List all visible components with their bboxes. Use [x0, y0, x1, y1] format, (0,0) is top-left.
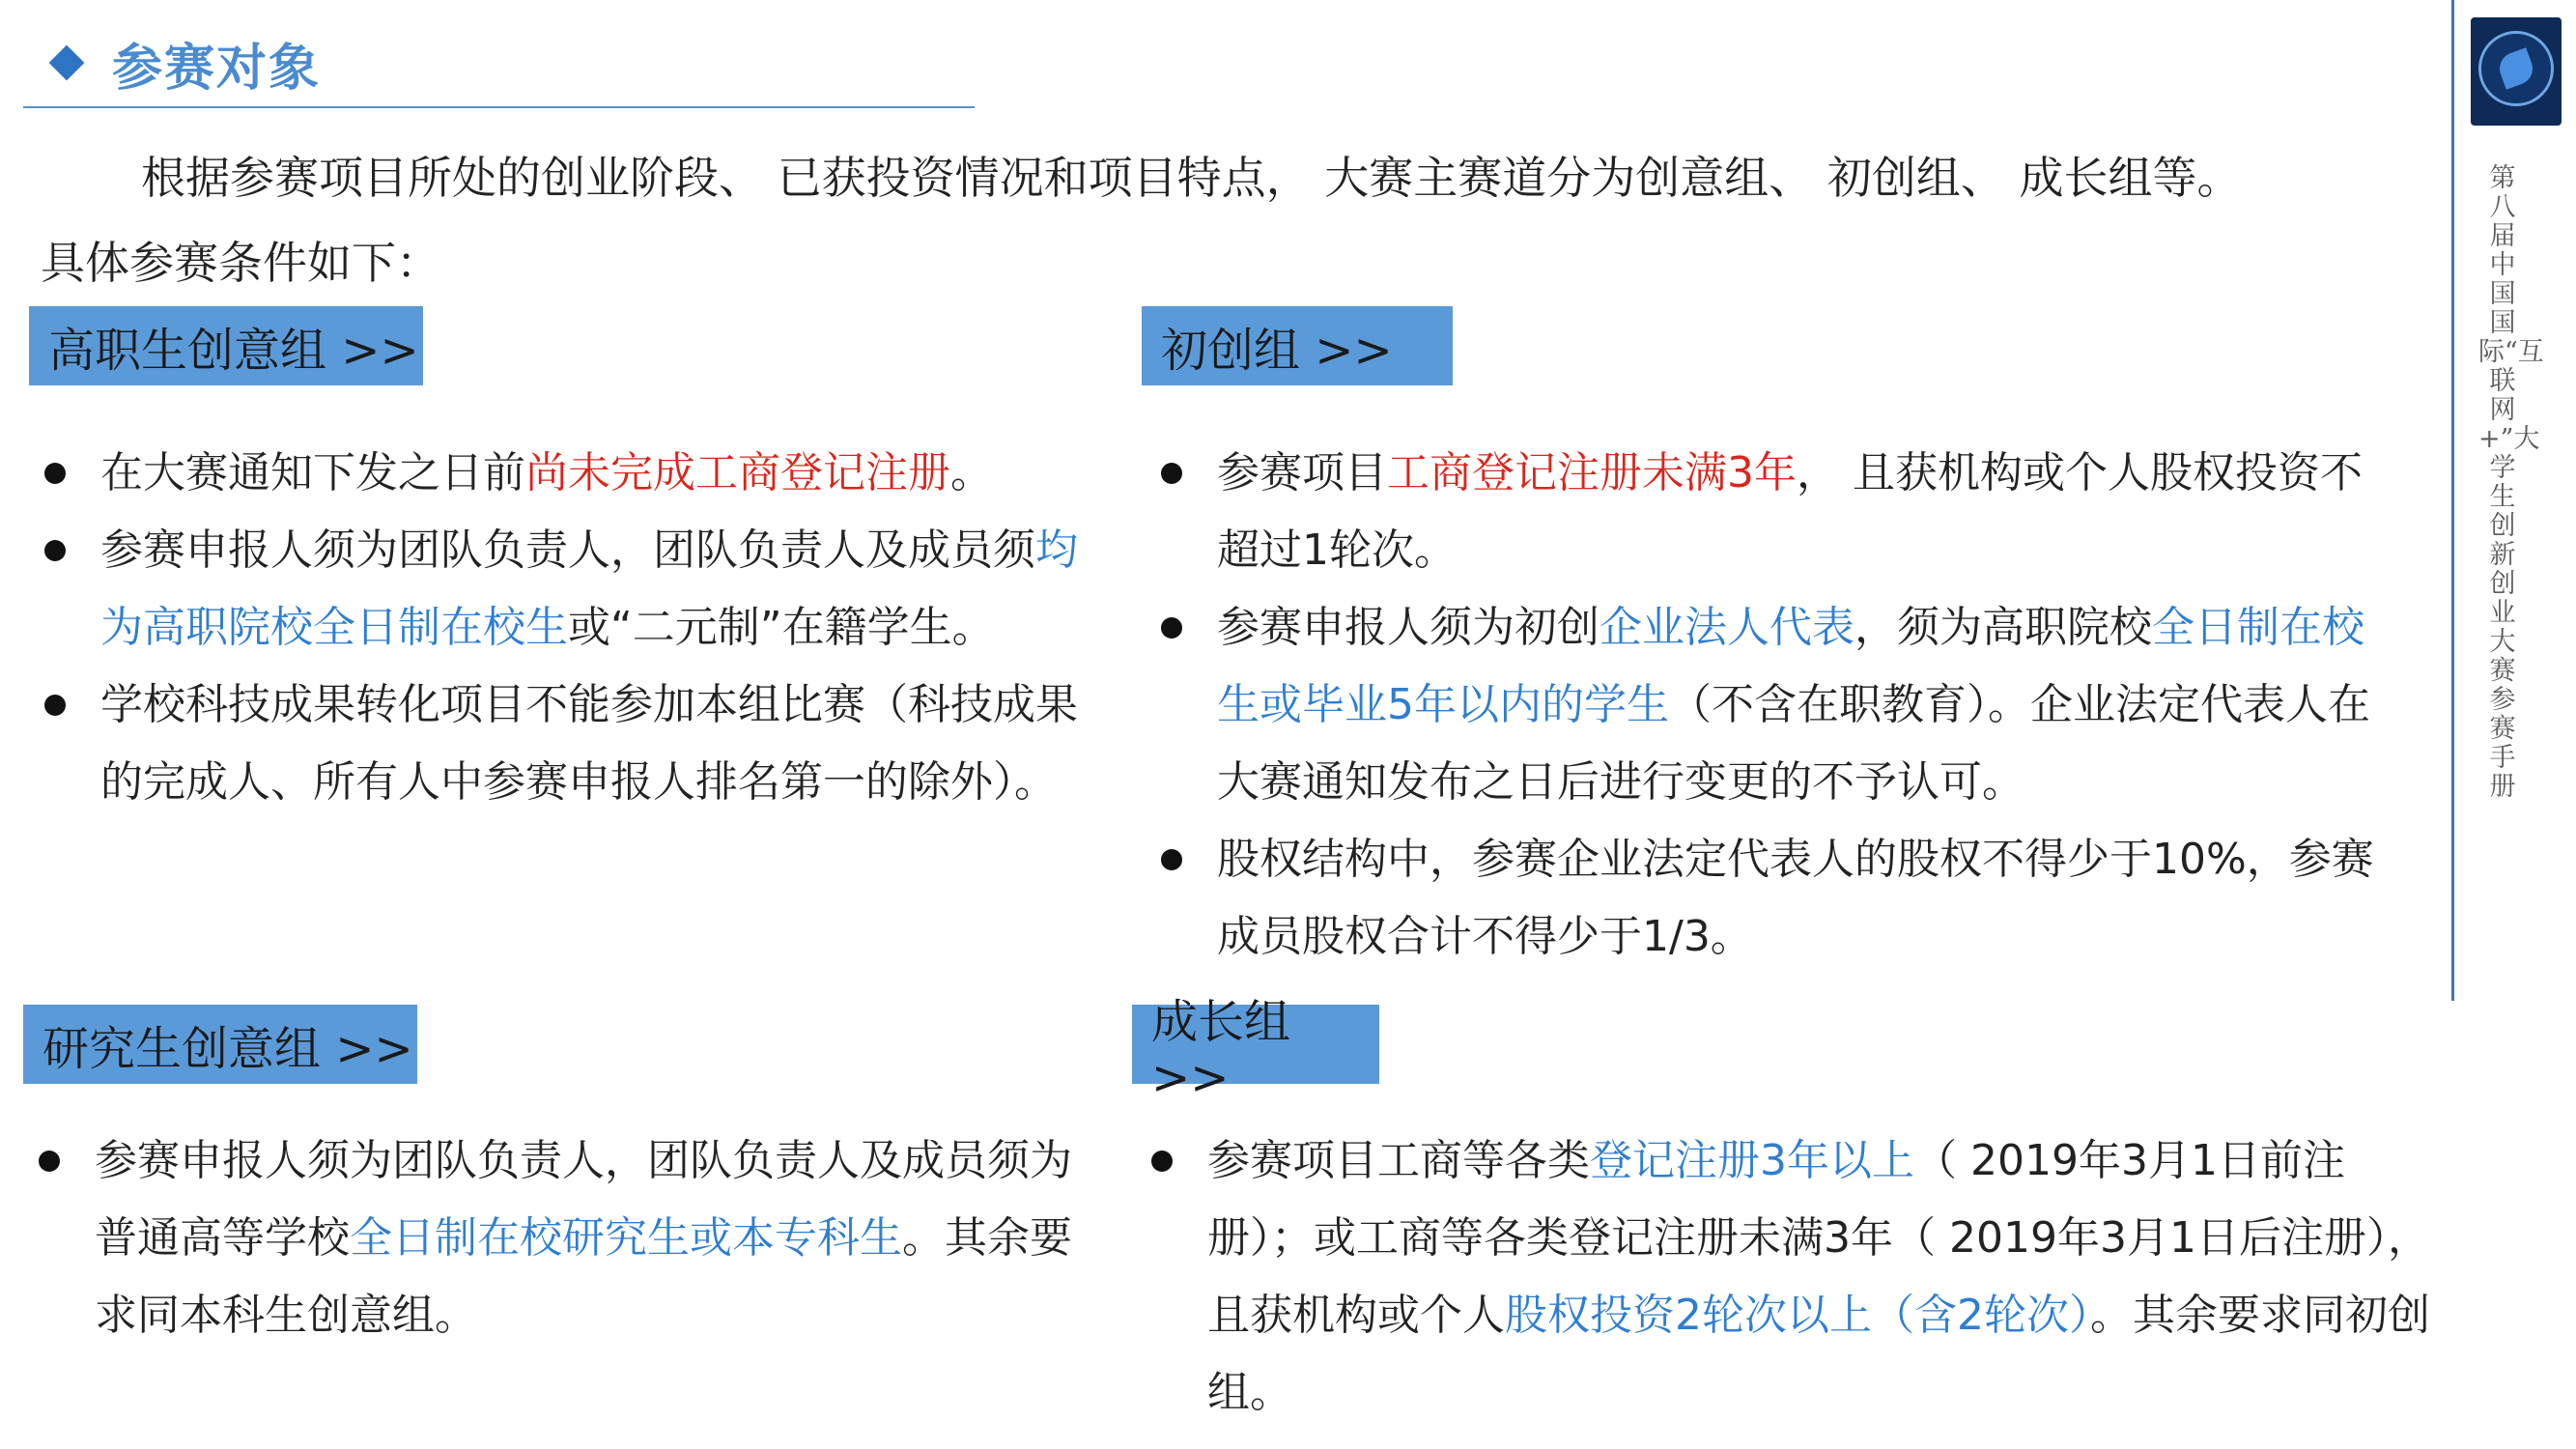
list-chuchuang — [1155, 435, 2392, 976]
section-header — [48, 29, 321, 97]
header-divider — [23, 106, 975, 108]
sidebar-vertical-title: 第八届中国国际“互联网+”大学生创新创业大赛参赛手册 — [2478, 163, 2544, 802]
school-emblem-icon — [2471, 17, 2562, 126]
list-item: 在大赛通知下发之日前尚未完成工商登记注册。 — [39, 435, 1111, 512]
intro-paragraph — [41, 135, 2397, 305]
list-item: 参赛申报人须为团队负责人，团队负责人及成员须均为高职院校全日制在校生或“二元制”在籍学生。 — [39, 512, 1111, 667]
intro-line-2: 具体参赛条件如下： — [41, 237, 440, 289]
tag-chuchuang: 初创组 >> — [1142, 306, 1453, 385]
tag-yanjiusheng: 研究生创意组 >> — [23, 1005, 417, 1084]
list-yanjiusheng — [33, 1122, 1105, 1354]
tag-gaozhi: 高职生创意组 >> — [29, 306, 423, 385]
list-item: 参赛项目工商登记注册未满3年， 且获机构或个人股权投资不超过1轮次。 — [1155, 435, 2392, 589]
list-item: 参赛申报人须为初创企业法人代表，须为高职院校全日制在校生或毕业5年以内的学生（不含在职教育）。企业法定代表人在大赛通知发布之日后进行变更的不予认可。 — [1155, 589, 2392, 821]
list-gaozhi — [39, 435, 1111, 821]
list-chengzhang — [1146, 1122, 2449, 1432]
page-title: 参赛对象 — [112, 39, 322, 98]
intro-line-1: 根据参赛项目所处的创业阶段、 已获投资情况和项目特点， 大赛主赛道分为创意组、 初创组、 成长组等。 — [141, 152, 2242, 204]
list-item: 参赛项目工商等各类登记注册3年以上（ 2019年3月1日前注册）；或工商等各类登记注册未满3年（ 2019年3月1日后注册），且获机构或个人股权投资2轮次以上（含2轮次）。其余要求同初创组。 — [1146, 1122, 2449, 1432]
list-item: 参赛申报人须为团队负责人，团队负责人及成员须为普通高等学校全日制在校研究生或本专科生。其余要求同本科生创意组。 — [33, 1122, 1105, 1354]
sidebar-divider — [2451, 0, 2454, 1001]
tag-chengzhang: 成长组 >> — [1132, 1005, 1379, 1084]
list-item: 学校科技成果转化项目不能参加本组比赛（科技成果的完成人、所有人中参赛申报人排名第一的除外）。 — [39, 667, 1111, 821]
list-item: 股权结构中，参赛企业法定代表人的股权不得少于10%，参赛成员股权合计不得少于1/3。 — [1155, 821, 2392, 976]
diamond-bullet-icon — [49, 45, 85, 81]
